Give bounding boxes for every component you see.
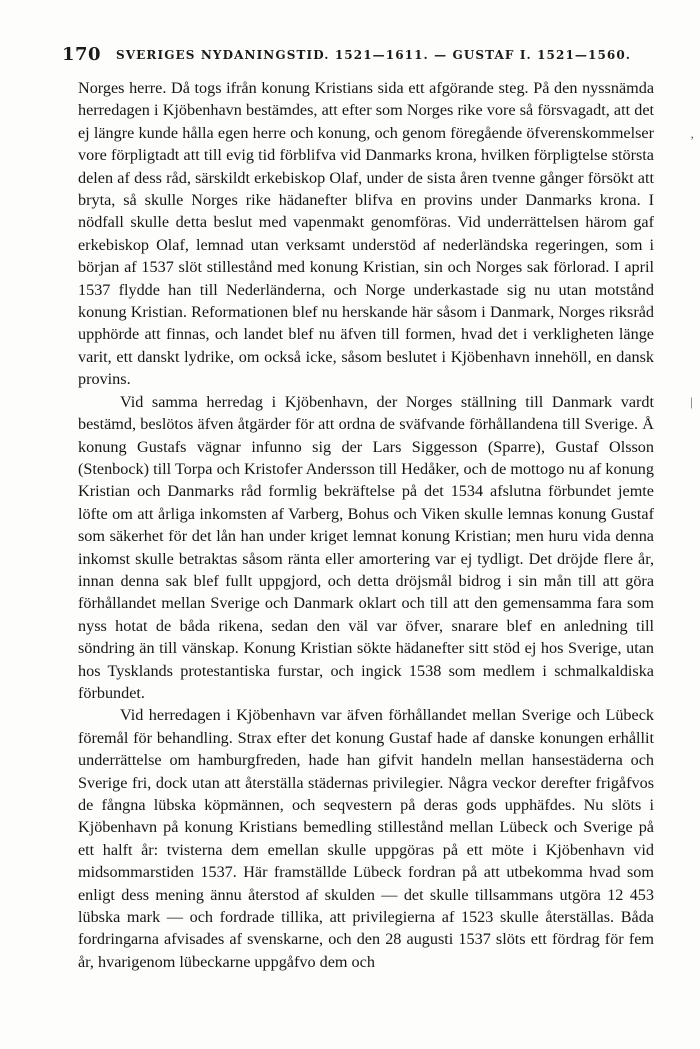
body-text: [78, 77, 654, 973]
page-number: 170: [62, 44, 102, 65]
margin-mark: ‚: [690, 126, 695, 141]
page-header: [62, 44, 668, 66]
paragraph-1: Norges herre. Då togs ifrån konung Kristians sida ett afgörande steg. På den nyssnämda herredagen i Kjöbenhavn bestämdes, att efter som Norges rike vore så försvagadt, att det ej längre kunde hålla egen herre och konung, och genom föregående öfverenskommelser vore förpligtadt att till evig tid förblifva vid Danmarks krona, hvilken förpligtelse största delen af dess råd, särskildt erkebiskop Olaf, under de sista åren tvenne gånger försökt att bryta, så skulle Norges rike hädanefter blifva en provins under Danmarks krona. I nödfall skulle detta beslut med vapenmakt genomföras. Vid underrättelsen härom gaf erkebiskop Olaf, lemnad utan verksamt understöd af nederländska regeringen, som i början af 1537 slöt stillestånd med konung Kristian, sin och Norges sak förlorad. I april 1537 flydde han till Nederländerna, och Norge underkastade sig nu utan motstånd konung Kristian. Reformationen blef nu herskande här såsom i Danmark, Norges riksråd upphörde att finnas, och landet blef nu äfven till formen, hvad det i verkligheten länge varit, ett danskt lydrike, om också icke, såsom beslutet i Kjöbenhavn innehöll, en dansk provins.: [78, 79, 654, 389]
running-title: SVERIGES NYDANINGSTID. 1521—1611. — GUSTAF I. 1521—1560.: [116, 48, 632, 62]
paragraph-2: Vid samma herredag i Kjöbenhavn, der Norges ställning till Danmark vardt bestämd, beslötos äfven åtgärder för att ordna de sväfvande förhållandena till Sverige. Å konung Gustafs vägnar infunno sig der Lars Siggesson (Sparre), Gustaf Olsson (Stenbock) till Torpa och Kristofer Andersson till Hedåker, och de mottogo nu af konung Kristian och Danmarks råd formlig bekräftelse på det 1534 afslutna förbundet jemte löfte om att årliga inkomsten af Varberg, Bohus och Viken skulle lemnas konung Gustaf som säkerhet för det lån han under kriget lemnat konung Kristian; men huru vida denna inkomst skulle betraktas såsom ränta eller amortering var ej tydligt. Det dröjde flere år, innan denna sak blef fullt uppgjord, och detta dröjsmål bidrog i sin mån till att göra förhållandet mellan Sverige och Danmark oklart och till att den gemensamma fara som nyss hotat de båda rikena, sedan den väl var öfver, snarare blef en anledning till söndring än till vänskap. Konung Kristian sökte hädanefter sitt stöd ej hos Sverige, utan hos Tysklands protestantiska furstar, och ingick 1538 som medlem i schmalkaldiska förbundet.: [78, 392, 654, 702]
paragraph-3: Vid herredagen i Kjöbenhavn var äfven förhållandet mellan Sverige och Lübeck föremål för behandling. Strax efter det konung Gustaf hade af danske konungen erhållit underrättelse om hamburgfreden, hade han gifvit handeln mellan hansestäderna och Sverige fri, dock utan att återställa städernas privilegier. Några veckor derefter frigåfvos de fångna lübska köpmännen, och seqvestern på deras gods upphäfdes. Nu slöts i Kjöbenhavn på konung Kristians bemedling stillestånd mellan Lübeck och Sverige på ett halft år: tvisterna dem emellan skulle uppgöras på ett möte i Kjöbenhavn vid midsommarstiden 1537. Här framställde Lübeck fordran på att utbekomma hvad som enligt dess mening ännu återstod af skulden — det skulle tillsammans utgöra 12 453 lübska mark — och fordrade tillika, att privilegierna af 1523 skulle återställas. Båda fordringarna afvisades af svenskarne, och den 28 augusti 1537 slöts ett fördrag för fem år, hvarigenom lübeckarne uppgåfvo dem och: [78, 706, 654, 971]
margin-mark: |: [690, 394, 693, 409]
